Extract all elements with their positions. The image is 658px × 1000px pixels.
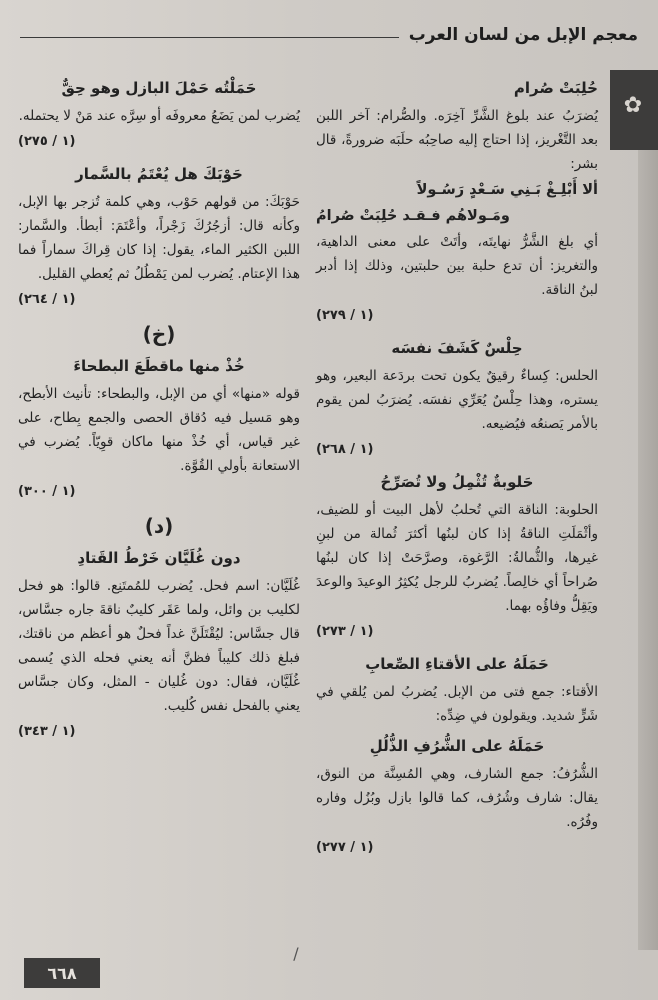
entry-title: حَلوبةٌ تُثْمِلُ ولا تُصَرِّحُ <box>380 473 534 491</box>
entry-title: حِلْسٌ كَشَفَ نفسَه <box>391 339 523 357</box>
entry-title: حَمَلَهُ على الأقتاءِ الصِّعابِ <box>365 655 549 673</box>
reference: (١ / ٢٧٩) <box>316 308 374 323</box>
entry-title: حَمَلْتُه حَمْلَ البازل وهو حِقٌّ <box>61 79 257 97</box>
entry-text: غُلَيَّان: اسم فحل. يُضرب للمُمتَنِع. قالوا: هو فحل لكليب بن وائل، ولما عَقَر كليبٌ ناقةَ جاره جسَّاس، قال جسَّاس: ليُقْتَلَنَّ غداً فحلٌ هو أعظم من ناقتك، فبلغ ذلك كليباً فظنَّ أنه يعني فحله الذي يُسمى غُلَيَّان، فقال: دون غُليان - المثل، وكان جسَّاس يعني بالفحل نفس كُليب. <box>18 578 300 714</box>
entry-title: خُذْ منها ماقطَعَ البطحاءَ <box>73 357 245 375</box>
entry-title: حَمَلَهُ على الشُّرُفِ الذُّلُلِ <box>369 737 545 755</box>
reference: (١ / ٢٧٧) <box>316 840 374 855</box>
entry-text: حَوْبَكَ: من قولهم حَوْب، وهي كلمة تُزجر بها الإبل، وكأنه قال: أزجُرُكَ زَجْراً، وأعْتَمَ: أبطأ. والسَّمار: اللبن الكثير الماء، يقول: إذا كان قِراكَ سماراً فما هذا الإعتام. يُضرب لمن يَمْطُلُ ثم يُعطي القليل. <box>18 194 300 282</box>
entry-text: الأقتاء: جمع فتى من الإبل. يُضربُ لمن يُلقي في شَرٍّ شديد. ويقولون في ضِدِّه: <box>316 684 598 724</box>
entry-text: أي بلغ الشَّرُّ نهايتَه، وأتَتْ على معنى الداهية، والتغريز: أن تدع حلبة بين حلبتين، وذلك إذا أدبر لبنُ الناقة. <box>316 234 598 298</box>
verse-line: ألا أَبْلِـغْ بَـنِي سَـعْدٍ رَسُـولاً <box>416 182 598 198</box>
footer-mark: / <box>293 944 299 963</box>
reference: (١ / ٢٦٤) <box>18 292 76 307</box>
entry-title: حَوْبَكَ هل يُعْتَمُ بالسَّمار <box>75 165 243 183</box>
entry-text: الحلوبة: الناقة التي تُحلبُ لأهل البيت أو للضيف، وأثْمَلَتِ الناقةُ إذا كان لبنُها أكثرَ ثُمالة من لبنِ غيرها، والثُّمالةُ: الرَّغوة، وصرَّحَتْ إذا كان لبنُها صُراحاً أي خالِصاً. يُضربُ للرجل يُكثِرُ الوعيدَ والوعدَ ويَقِلُّ وفاؤُه بهما. <box>316 502 598 614</box>
entry-text: قوله «منها» أي من الإبل، والبطحاء: تأنيث الأبطح، وهو مَسيل فيه دُقاق الحصى والجمع بِطاح، على غير قياس، أي خُذْ منها ماكان قوِيّاً. يُضرب في الاستعانة بأولي القُوَّة. <box>18 386 300 474</box>
entry-title: دون غُلَيَّان خَرْطُ القَتادِ <box>77 549 241 567</box>
page-number: ٦٦٨ <box>24 958 100 988</box>
ornament-swirl-icon: ✿ <box>623 93 643 118</box>
entry-text: الحلس: كِساءٌ رقيقٌ يكون تحت بردَعة البعير، وهو يستره، وهذا حِلْسٌ يُعَرِّي نفسَه. يُضرَبُ لمن يقوم بالأمر يَصنعُه فيُضيعه. <box>316 368 598 432</box>
entry-title: حُلِبَتْ صُرام <box>513 79 598 97</box>
two-column-body <box>18 70 598 950</box>
side-stripe <box>638 150 658 950</box>
header-rule <box>20 37 399 38</box>
section-letter: (خ) <box>142 322 176 346</box>
entry-text: يُضرب لمن يَضَعُ معروفَه أو سِرَّه عند مَنْ لا يحتمله. <box>18 108 300 124</box>
running-header <box>20 18 638 52</box>
section-letter: (د) <box>144 514 174 538</box>
entry-text: الشُّرُفُ: جمع الشارف، وهي المُسِنَّة من النوق، يقال: شارف وشُرُف، كما قالوا بازل وبُزُل وفاره وفُرُه. <box>316 766 598 830</box>
reference: (١ / ٢٧٣) <box>316 624 374 639</box>
verse-line: ومَـولاهُم فـقـد حُلِبَتْ صُرامُ <box>316 208 510 224</box>
header-title: معجم الإبل من لسان العرب <box>408 25 638 45</box>
left-column <box>18 70 300 950</box>
right-column <box>316 70 598 950</box>
reference: (١ / ٣٠٠) <box>18 484 76 499</box>
reference: (١ / ٢٦٨) <box>316 442 374 457</box>
entry-text: يُضرَبُ عند بلوغ الشَّرِّ آخِرَه. والصُّرام: آخر اللبن بعد التَّغْريز، إذا احتاج إليه صاحِبُه حلَبَه ضرورةً، قال بشر: <box>316 108 598 172</box>
reference: (١ / ٢٧٥) <box>18 134 76 149</box>
reference: (١ / ٣٤٣) <box>18 724 76 739</box>
